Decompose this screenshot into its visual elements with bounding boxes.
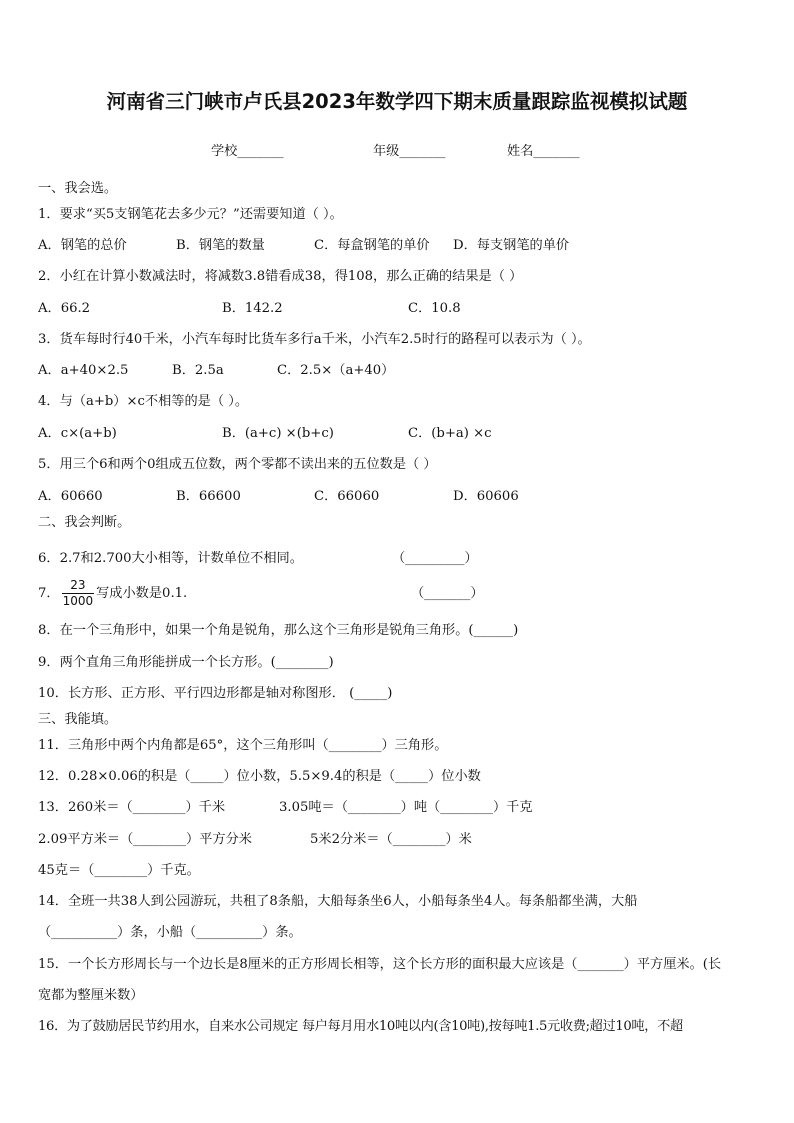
question-5-option-b: B．66600 <box>176 489 241 504</box>
question-3-stem: 3．货车每时行40千米，小汽车每时比货车多行a千米，小汽车2.5时行的路程可以表示为（ ）。 <box>38 332 591 347</box>
question-7-stem: 写成小数是0.1. <box>96 586 188 601</box>
section-heading-judge: 二、我会判断。 <box>38 515 131 530</box>
fraction-numerator: 23 <box>62 578 95 594</box>
question-11-stem: 11．三角形中两个内角都是65°，这个三角形叫（________）三角形。 <box>38 738 448 753</box>
name-field: 姓名_______ <box>507 144 580 159</box>
question-2-option-b: B．142.2 <box>222 301 283 316</box>
question-2-option-a: A．66.2 <box>38 301 91 316</box>
question-4-option-a: A．c×(a+b) <box>38 426 117 441</box>
fraction-denominator: 1000 <box>62 594 94 608</box>
question-1-option-b: B．钢笔的数量 <box>176 238 265 253</box>
question-5-option-d: D．60606 <box>453 489 519 504</box>
question-16-line-1: 16．为了鼓励居民节约用水，自来水公司规定 每户每月用水10吨以内(含10吨),按每吨1.5元收费;超过10吨，不超 <box>38 1019 683 1034</box>
question-14-line-1: 14．全班一共38人到公园游玩，共租了8条船，大船每条坐6人，小船每条坐4人。每条船都坐满，大船 <box>38 894 638 909</box>
question-9-stem: 9．两个直角三角形能拼成一个长方形。(________) <box>38 655 334 670</box>
exam-title: 河南省三门峡市卢氏县2023年数学四下期末质量跟踪监视模拟试题 <box>106 90 688 113</box>
section-heading-fill: 三、我能填。 <box>38 712 118 727</box>
question-7-number: 7． <box>38 586 60 601</box>
question-3-option-c: C．2.5×（a+40） <box>277 363 395 378</box>
question-13-part-a: 13．260米＝（________）千米 <box>38 800 226 815</box>
question-5-option-c: C．66060 <box>314 489 380 504</box>
question-7-line <box>38 578 187 609</box>
question-15-line-1: 15．一个长方形周长与一个边长是8厘米的正方形周长相等，这个长方形的面积最大应该是（_______）平方厘米。(长 <box>38 957 722 972</box>
question-13-part-b: 3.05吨＝（________）吨（________）千克 <box>279 800 533 815</box>
question-3-option-a: A．a+40×2.5 <box>38 363 129 378</box>
school-field: 学校_______ <box>211 144 284 159</box>
question-1-option-a: A．钢笔的总价 <box>38 238 127 253</box>
question-3-option-b: B．2.5a <box>172 363 224 378</box>
question-4-option-c: C．(b+a) ×c <box>408 426 492 441</box>
question-2-option-c: C．10.8 <box>408 301 461 316</box>
question-7-answer-blank: （_______） <box>411 586 484 601</box>
question-5-option-a: A．60660 <box>38 489 103 504</box>
question-5-stem: 5．用三个6和两个0组成五位数，两个零都不读出来的五位数是（ ） <box>38 457 437 472</box>
question-1-option-d: D．每支钢笔的单价 <box>453 238 570 253</box>
question-13-part-c: 2.09平方米＝（________）平方分米 <box>38 832 252 847</box>
question-6-stem: 6．2.7和2.700大小相等，计数单位不相同。 <box>38 551 303 566</box>
question-4-option-b: B．(a+c) ×(b+c) <box>222 426 334 441</box>
question-12-stem: 12．0.28×0.06的积是（_____）位小数，5.5×9.4的积是（_____）位小数 <box>38 769 481 784</box>
question-10-stem: 10．长方形、正方形、平行四边形都是轴对称图形． (_____) <box>38 686 393 701</box>
question-14-line-2: （__________）条，小船（__________）条。 <box>38 925 302 940</box>
question-13-part-d: 5米2分米＝（________）米 <box>310 832 472 847</box>
question-1-stem: 1．要求“买5支钢笔花去多少元？”还需要知道（ ）。 <box>38 207 343 222</box>
question-1-option-c: C．每盒钢笔的单价 <box>314 238 430 253</box>
section-heading-choice: 一、我会选。 <box>38 181 118 196</box>
question-2-stem: 2．小红在计算小数减法时，将减数3.8错看成38，得108，那么正确的结果是（ ） <box>38 269 523 284</box>
question-15-line-2: 宽都为整厘米数） <box>38 988 144 1003</box>
question-8-stem: 8．在一个三角形中，如果一个角是锐角，那么这个三角形是锐角三角形。(______) <box>38 623 519 638</box>
question-4-stem: 4．与（a+b）×c不相等的是（ ）。 <box>38 394 249 409</box>
grade-field: 年级_______ <box>373 144 446 159</box>
question-13-part-e: 45克＝（________）千克。 <box>38 863 200 878</box>
question-6-answer-blank: （_________） <box>392 551 478 566</box>
question-7-fraction <box>62 578 95 609</box>
